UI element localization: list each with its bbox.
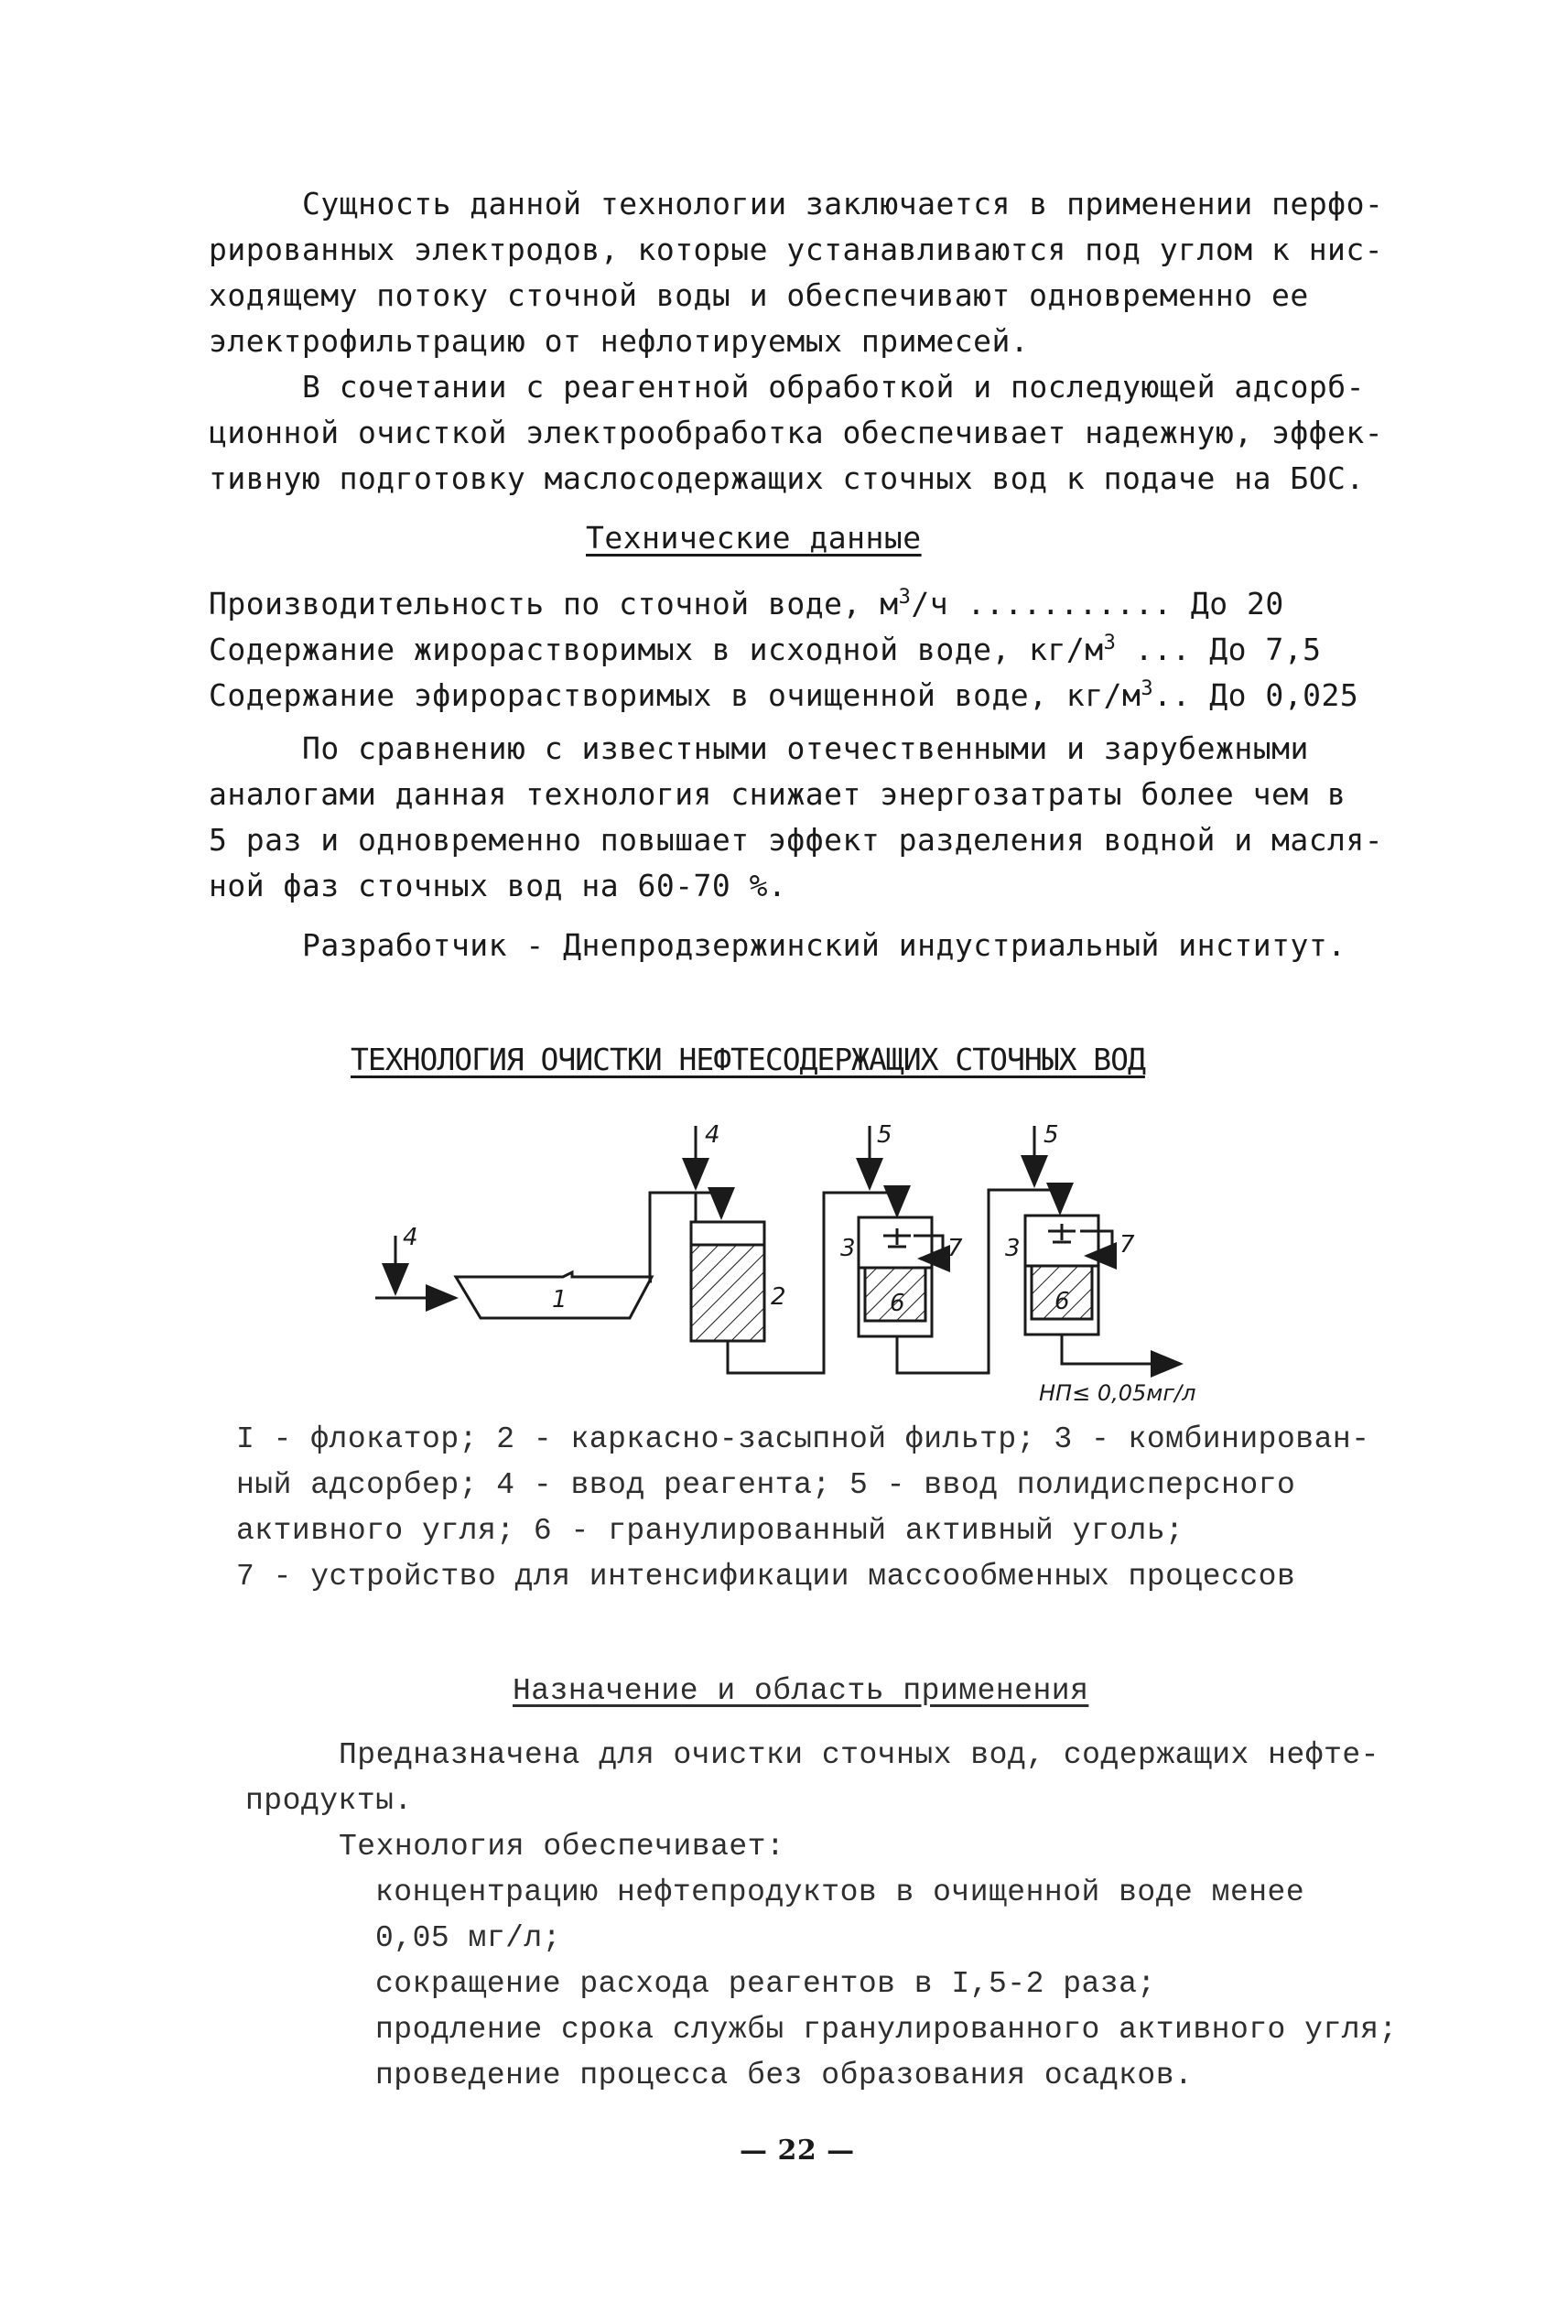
comparison-line: По сравнению с известными отечественными и зарубежными xyxy=(302,730,1309,766)
section-title: ТЕХНОЛОГИЯ ОЧИСТКИ НЕФТЕСОДЕРЖАЩИХ СТОЧНЫХ ВОД xyxy=(351,1042,1145,1077)
filter-media xyxy=(691,1245,764,1341)
comparison-line: аналогами данная технология снижает энергозатраты более чем в xyxy=(209,776,1346,812)
process-diagram xyxy=(357,1098,1236,1410)
legend-line: 7 - устройство для интенсификации массообменных процессов xyxy=(236,1560,1296,1594)
mass-exchange-device xyxy=(883,1228,911,1247)
tech-data-row: Содержание жирорастворимых в исходной воде, $кг/м^3$ ... До 7,5 xyxy=(209,632,1322,667)
intro-line: электрофильтрацию от нефлотируемых примесей. xyxy=(209,323,1030,359)
intro-line: Сущность данной технологии заключается в применении перфо- xyxy=(302,186,1384,222)
tech-data-heading: Технические данные xyxy=(586,520,922,556)
diagram-label: 7 xyxy=(1119,1231,1135,1259)
pipe-flocator-to-filter xyxy=(650,1193,696,1281)
diagram-label: 5 xyxy=(1044,1121,1059,1149)
developer-line: Разработчик - Днепродзержинский индустриальный институт. xyxy=(302,927,1346,963)
diagram-label: 1 xyxy=(552,1286,568,1313)
tech-data-row: Производительность по сточной воде, $м^3/ч$ ........... До 20 xyxy=(209,586,1284,622)
purpose-line: Технология обеспечивает: xyxy=(339,1830,785,1864)
mass-exchange-device xyxy=(1048,1224,1076,1242)
diagram-label: 2 xyxy=(771,1283,786,1311)
diagram-label: 4 xyxy=(403,1224,418,1251)
purpose-line: концентрацию нефтепродуктов в очищенной воде менее xyxy=(375,1875,1305,1909)
purpose-line: продукты. xyxy=(245,1784,413,1818)
diagram-label: 5 xyxy=(877,1121,892,1149)
intro-line: тивную подготовку маслосодержащих сточных вод к подаче на БОС. xyxy=(209,460,1365,496)
intro-line: ционной очисткой электрообработка обеспечивает надежную, эффек- xyxy=(209,415,1384,450)
comparison-line: ной фаз сточных вод на 60-70 %. xyxy=(209,868,787,903)
purpose-line: сокращение расхода реагентов в I,5-2 раза; xyxy=(375,1967,1156,2001)
diagram-label: 6 xyxy=(1054,1288,1070,1315)
diagram-label: 3 xyxy=(1005,1235,1021,1262)
comparison-line: 5 раз и одновременно повышает эффект разделения водной и масля- xyxy=(209,822,1384,858)
diagram-label: 4 xyxy=(705,1121,720,1149)
diagram-label: 3 xyxy=(840,1235,856,1262)
intro-line: рированных электродов, которые устанавливаются под углом к нис- xyxy=(209,232,1384,267)
outlet-label: НП≤ 0,05мг/л xyxy=(1039,1380,1196,1406)
legend-line: ный адсорбер; 4 - ввод реагента; 5 - ввод полидисперсного xyxy=(236,1468,1296,1502)
legend-line: активного угля; 6 - гранулированный активный уголь; xyxy=(236,1514,1184,1548)
purpose-heading: Назначение и область применения xyxy=(513,1674,1089,1708)
purpose-line: продление срока службы гранулированного активного угля; xyxy=(375,2013,1398,2047)
legend-line: I - флокатор; 2 - каркасно-засыпной фильтр; 3 - комбинирован- xyxy=(236,1422,1370,1456)
purpose-line: Предназначена для очистки сточных вод, содержащих нефте- xyxy=(339,1738,1379,1772)
outlet-pipe xyxy=(1062,1335,1181,1364)
tech-data-row: Содержание эфирорастворимых в очищенной воде, $кг/м^3$.. До 0,025 xyxy=(209,677,1359,713)
purpose-line: проведение процесса без образования осадков. xyxy=(375,2059,1194,2092)
purpose-line: 0,05 мг/л; xyxy=(375,1921,562,1955)
diagram-label: 6 xyxy=(890,1290,905,1317)
diagram-label: 7 xyxy=(947,1235,963,1262)
intro-line: В сочетании с реагентной обработкой и последующей адсорб- xyxy=(302,369,1365,405)
page-number: — 22 — xyxy=(740,2135,855,2167)
intro-line: ходящему потоку сточной воды и обеспечивают одновременно ее xyxy=(209,277,1309,313)
